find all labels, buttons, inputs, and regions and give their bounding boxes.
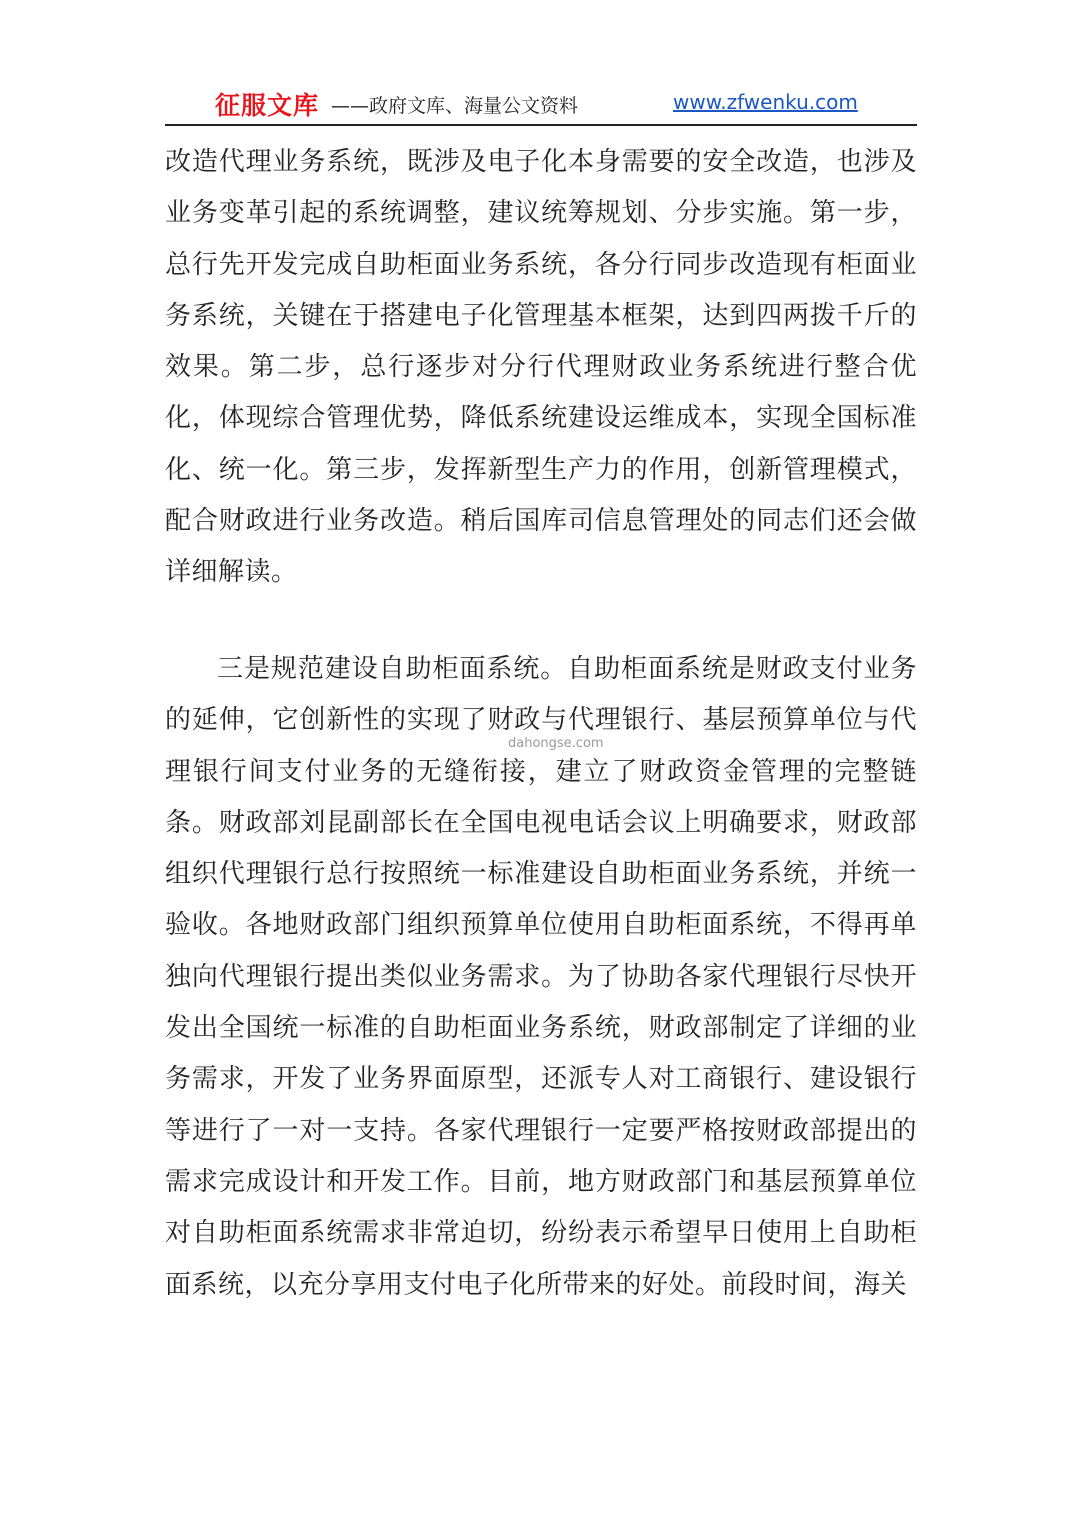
paragraph-2: 三是规范建设自助柜面系统。自助柜面系统是财政支付业务的延伸，它创新性的实现了财政与代理银行、基层预算单位与代理银行间支付业务的无缝衔接，建立了财政资金管理的完整链条。财政部刘昆副部长在全国电视电话会议上明确要求，财政部组织代理银行总行按照统一标准建设自助柜面业务系统，并统一验收。各地财政部门组织预算单位使用自助柜面系统，不得再单独向代理银行提出类似业务需求。为了协助各家代理银行尽快开发出全国统一标准的自助柜面业务系统，财政部制定了详细的业务需求，开发了业务界面原型，还派专人对工商银行、建设银行等进行了一对一支持。各家代理银行一定要严格按财政部提出的需求完成设计和开发工作。目前，地方财政部门和基层预算单位对自助柜面系统需求非常迫切，纷纷表示希望早日使用上自助柜面系统，以充分享用支付电子化所带来的好处。前段时间，海关 <box>165 654 917 1300</box>
header-tagline: ——政府文库、海量公文资料 <box>331 95 579 117</box>
site-url-link[interactable]: www.zfwenku.com <box>673 90 858 114</box>
watermark-text: dahongse.com <box>508 736 604 751</box>
brand-logo-text: 征服文库 <box>215 91 320 120</box>
page-header <box>165 84 917 126</box>
paragraph-1: 改造代理业务系统，既涉及电子化本身需要的安全改造，也涉及业务变革引起的系统调整，建议统筹规划、分步实施。第一步，总行先开发完成自助柜面业务系统，各分行同步改造现有柜面业务系统，关键在于搭建电子化管理基本框架，达到四两拨千斤的效果。第二步，总行逐步对分行代理财政业务系统进行整合优化，体现综合管理优势，降低系统建设运维成本，实现全国标准化、统一化。第三步，发挥新型生产力的作用，创新管理模式，配合财政进行业务改造。稍后国库司信息管理处的同志们还会做详细解读。 <box>165 147 917 588</box>
